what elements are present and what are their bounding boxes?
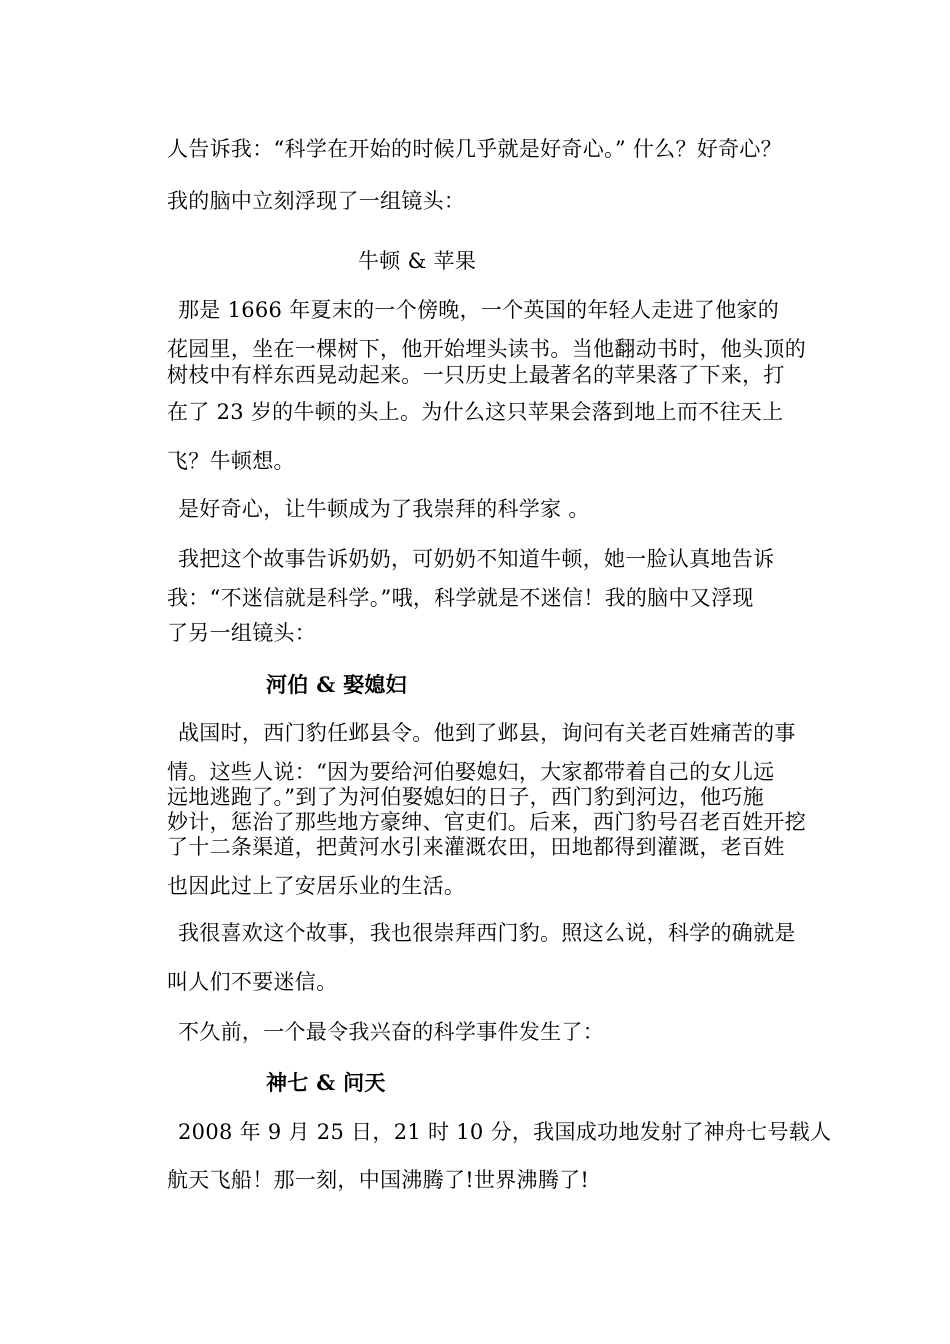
section-heading-newton: 牛顿 & 苹果 xyxy=(358,249,477,273)
text-line: 了十二条渠道，把黄河水引来灌溉农田，田地都得到灌溉，老百姓 xyxy=(167,835,785,859)
text-line: 2008 年 9 月 25 日，21 时 10 分，我国成功地发射了神舟七号载人 xyxy=(178,1120,832,1144)
text-line: 远地逃跑了。”到了为河伯娶媳妇的日子，西门豹到河边，他巧施 xyxy=(167,785,764,809)
text-line: 叫人们不要迷信。 xyxy=(167,970,338,994)
text-line: 了另一组镜头： xyxy=(167,621,317,645)
text-line: 我把这个故事告诉奶奶，可奶奶不知道牛顿，她一脸认真地告诉 xyxy=(178,547,775,571)
text-line: 情。这些人说：“因为要给河伯娶媳妇，大家都带着自己的女儿远 xyxy=(167,760,775,784)
text-line: 不久前，一个最令我兴奋的科学事件发生了： xyxy=(178,1020,604,1044)
text-line: 人告诉我：“科学在开始的时候几乎就是好奇心。” 什么？好奇心？ xyxy=(167,137,782,161)
text-line: 那是 1666 年夏末的一个傍晚，一个英国的年轻人走进了他家的 xyxy=(178,298,780,322)
text-line: 我的脑中立刻浮现了一组镜头： xyxy=(167,189,466,213)
section-heading-hebo: 河伯 & 娶媳妇 xyxy=(266,672,407,697)
text-line: 我很喜欢这个故事，我也很崇拜西门豹。照这么说，科学的确就是 xyxy=(178,921,796,945)
text-line: 在了 23 岁的牛顿的头上。为什么这只苹果会落到地上而不往天上 xyxy=(167,400,784,424)
text-line: 航天飞船！那一刻，中国沸腾了!世界沸腾了! xyxy=(167,1168,590,1192)
text-line: 是好奇心，让牛顿成为了我崇拜的科学家 。 xyxy=(178,497,590,521)
text-line: 花园里，坐在一棵树下，他开始埋头读书。当他翻动书时，他头顶的 xyxy=(167,337,806,361)
text-line: 战国时，西门豹任邺县令。他到了邺县，询问有关老百姓痛苦的事 xyxy=(178,721,796,745)
text-line: 我：“不迷信就是科学。”哦，科学就是不迷信！我的脑中又浮现 xyxy=(167,586,754,610)
text-line: 也因此过上了安居乐业的生活。 xyxy=(167,874,466,898)
text-line: 树枝中有样东西晃动起来。一只历史上最著名的苹果落了下来，打 xyxy=(167,363,785,387)
section-heading-shenqi: 神七 & 问天 xyxy=(266,1070,386,1095)
text-line: 飞？牛顿想。 xyxy=(167,449,295,473)
text-line: 妙计，惩治了那些地方豪绅、官吏们。后来，西门豹号召老百姓开挖 xyxy=(167,810,806,834)
